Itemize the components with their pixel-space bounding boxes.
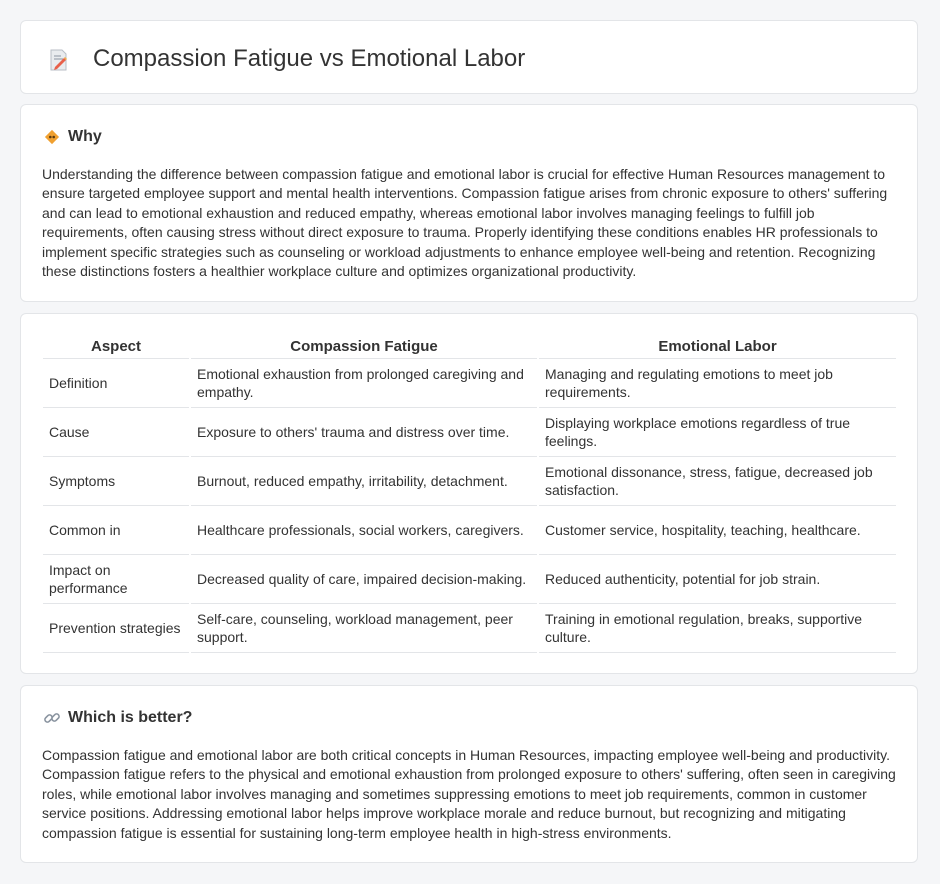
table-row (43, 408, 896, 457)
which-is-better-paragraph: Compassion fatigue and emotional labor are both critical concepts in Human Resources, impacting employee well-being and productivity. Compassion fatigue refers to the physical and emotional exhaustion from prolonged exposure to others' suffering, often seen in caregiving roles, while emotional labor involves managing and sometimes suppressing emotions to meet job requirements, common in customer service positions. Addressing emotional labor helps improve workplace morale and reduce burnout, but recognizing and mitigating compassion fatigue is essential for sustaining long-term employee health in high-stress environments. (42, 747, 896, 841)
table-cell: Managing and regulating emotions to meet job requirements. (539, 359, 896, 408)
table-cell: Emotional dissonance, stress, fatigue, decreased job satisfaction. (539, 457, 896, 506)
table-cell: Definition (43, 359, 189, 408)
table-cell: Cause (43, 408, 189, 457)
table-cell: Impact on performance (43, 555, 189, 604)
table-cell: Self-care, counseling, workload management, peer support. (191, 604, 537, 653)
which-is-better-section (20, 685, 918, 863)
why-section (20, 104, 918, 302)
section-title-why: Why (68, 128, 102, 145)
table-cell: Healthcare professionals, social workers, caregivers. (191, 506, 537, 555)
table-cell: Common in (43, 506, 189, 555)
table-cell: Reduced authenticity, potential for job strain. (539, 555, 896, 604)
comparison-section (20, 313, 918, 674)
table-cell: Prevention strategies (43, 604, 189, 653)
table-header-row (43, 334, 896, 359)
table-cell: Displaying workplace emotions regardless of true feelings. (539, 408, 896, 457)
why-paragraph: Understanding the difference between compassion fatigue and emotional labor is crucial for effective Human Resources management to ensure targeted employee support and mental health interventions. Compassion fatigue arises from chronic exposure to others' suffering and can lead to emotional exhaustion and reduced empathy, whereas emotional labor involves managing feelings to fulfill job requirements, often causing stress without direct exposure to trauma. Properly identifying these conditions enables HR professionals to implement specific strategies such as counseling or workload adjustments to enhance employee well-being and retention. Recognizing these distinctions fosters a healthier workplace culture and optimizes organizational productivity. (42, 166, 888, 280)
table-cell: Emotional exhaustion from prolonged caregiving and empathy. (191, 359, 537, 408)
column-header: Emotional Labor (539, 334, 896, 359)
table-row (43, 359, 896, 408)
column-header: Aspect (43, 334, 189, 359)
table-row (43, 506, 896, 555)
table-cell: Burnout, reduced empathy, irritability, detachment. (191, 457, 537, 506)
page-title: Compassion Fatigue vs Emotional Labor (93, 45, 526, 72)
table-cell: Exposure to others' trauma and distress over time. (191, 408, 537, 457)
table-cell: Symptoms (43, 457, 189, 506)
badge-icon (43, 128, 61, 146)
link-icon (43, 709, 61, 727)
section-title-which-is-better: Which is better? (68, 709, 193, 726)
column-header: Compassion Fatigue (191, 334, 537, 359)
document-edit-icon (49, 49, 69, 71)
header-card (20, 20, 918, 94)
table-cell: Customer service, hospitality, teaching, healthcare. (539, 506, 896, 555)
comparison-table (41, 334, 898, 653)
table-cell: Training in emotional regulation, breaks, supportive culture. (539, 604, 896, 653)
table-cell: Decreased quality of care, impaired decision-making. (191, 555, 537, 604)
table-row (43, 604, 896, 653)
table-row (43, 457, 896, 506)
table-row (43, 555, 896, 604)
